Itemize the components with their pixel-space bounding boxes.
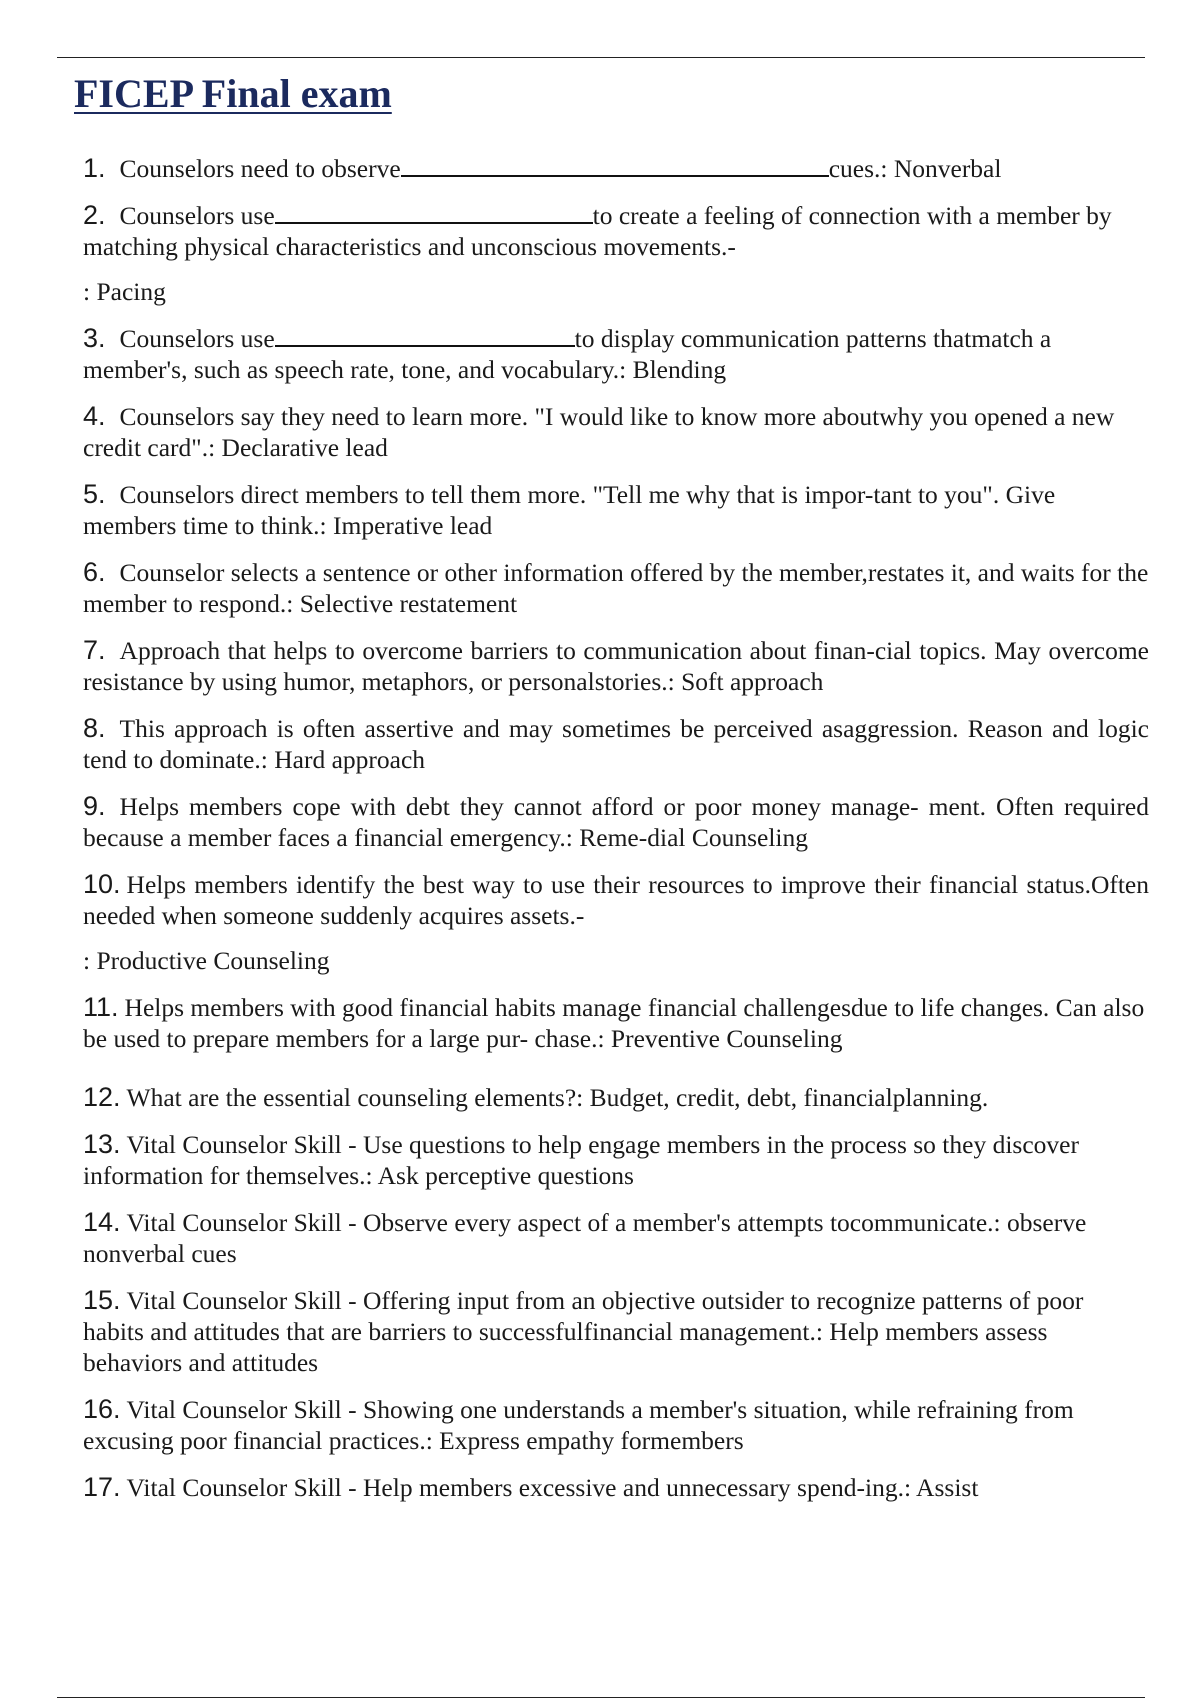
question-number: 15. (83, 1285, 121, 1315)
answer-continuation: : Pacing (83, 277, 166, 306)
question-number: 17. (83, 1472, 121, 1502)
question-text: This approach is often assertive and may sometimes be perceived asaggression. Reason and logic tend to dominate.: Hard approach (83, 714, 1149, 774)
question-text: Counselors use (119, 201, 275, 230)
answer-blank (275, 323, 575, 347)
question-number: 9. (83, 791, 106, 821)
question-text: to display communication patterns thatmatch a member's, such as speech rate, tone, and vocabulary.: Blending (83, 324, 1052, 384)
question-7 (83, 635, 1149, 697)
question-text: Vital Counselor Skill - Use questions to help engage members in the process so they discover information for themselves.: Ask perceptive questions (83, 1130, 1079, 1190)
question-text: What are the essential counseling elements?: Budget, credit, debt, financialplanning. (126, 1083, 989, 1112)
question-text: Counselors use (119, 324, 275, 353)
question-text: cues.: Nonverbal (828, 154, 1002, 183)
question-text: Vital Counselor Skill - Showing one understands a member's situation, while refraining from excusing poor financial practices.: Express empathy formembers (83, 1395, 1074, 1455)
question-number: 5. (83, 479, 106, 509)
question-2 (83, 200, 1149, 307)
question-text: Helps members cope with debt they cannot afford or poor money manage- ment. Often required because a member faces a financial emergency.: Reme-dial Counseling (83, 792, 1149, 852)
question-number: 1. (83, 153, 106, 183)
question-number: 16. (83, 1394, 121, 1424)
question-6 (83, 557, 1149, 619)
answer-continuation: : Productive Counseling (83, 946, 330, 975)
question-number: 8. (83, 713, 106, 743)
question-text: Approach that helps to overcome barriers to communication about finan-cial topics. May overcome resistance by using humor, metaphors, or personalstories.: Soft approach (83, 636, 1149, 696)
answer-blank (275, 200, 593, 224)
question-8 (83, 713, 1149, 775)
question-text: Counselors need to observe (119, 154, 401, 183)
question-number: 13. (83, 1129, 121, 1159)
question-text: Counselors say they need to learn more. "I would like to know more aboutwhy you opened a new credit card".: Declarative lead (83, 402, 1115, 462)
question-1 (83, 153, 1149, 184)
question-10 (83, 869, 1149, 976)
page-title: FICEP Final exam (74, 71, 392, 116)
question-number: 6. (83, 557, 106, 587)
question-5 (83, 479, 1149, 541)
question-11 (83, 992, 1149, 1054)
question-number: 4. (83, 401, 106, 431)
question-text: to create a feeling of connection with a member by matching physical characteristics and unconscious movements.- (83, 201, 1112, 261)
question-number: 2. (83, 200, 106, 230)
bottom-rule (57, 1697, 1145, 1698)
question-text: Helps members with good financial habits manage financial challengesdue to life changes. Can also be used to prepare members for a large pur- chase.: Preventive Counseling (83, 993, 1145, 1053)
question-4 (83, 401, 1149, 463)
question-number: 14. (83, 1207, 121, 1237)
question-16 (83, 1394, 1149, 1456)
question-number: 3. (83, 323, 106, 353)
question-text: Vital Counselor Skill - Observe every aspect of a member's attempts tocommunicate.: observe nonverbal cues (83, 1208, 1087, 1268)
question-number: 10. (83, 869, 121, 899)
question-list (83, 153, 1149, 1519)
question-number: 12. (83, 1082, 121, 1112)
question-text: Counselor selects a sentence or other information offered by the member,restates it, and waits for the member to respond.: Selective restatement (83, 558, 1149, 618)
question-text: Counselors direct members to tell them more. "Tell me why that is impor-tant to you". Give members time to think.: Imperative lead (83, 480, 1056, 540)
question-text: Vital Counselor Skill - Help members excessive and unnecessary spend-ing.: Assist (126, 1473, 979, 1502)
question-12 (83, 1082, 1149, 1113)
question-13 (83, 1129, 1149, 1191)
answer-blank (401, 153, 829, 177)
question-9 (83, 791, 1149, 853)
question-text: Helps members identify the best way to use their resources to improve their financial status.Often needed when someone suddenly acquires assets.- (83, 870, 1149, 930)
top-rule (57, 57, 1145, 58)
question-14 (83, 1207, 1149, 1269)
question-15 (83, 1285, 1149, 1378)
question-number: 7. (83, 635, 106, 665)
question-17 (83, 1472, 1149, 1503)
question-3 (83, 323, 1149, 385)
question-text: Vital Counselor Skill - Offering input from an objective outsider to recognize patterns of poor habits and attitudes that are barriers to successfulfinancial management.: Help members assess behaviors and attitudes (83, 1286, 1084, 1377)
question-number: 11. (83, 992, 119, 1022)
